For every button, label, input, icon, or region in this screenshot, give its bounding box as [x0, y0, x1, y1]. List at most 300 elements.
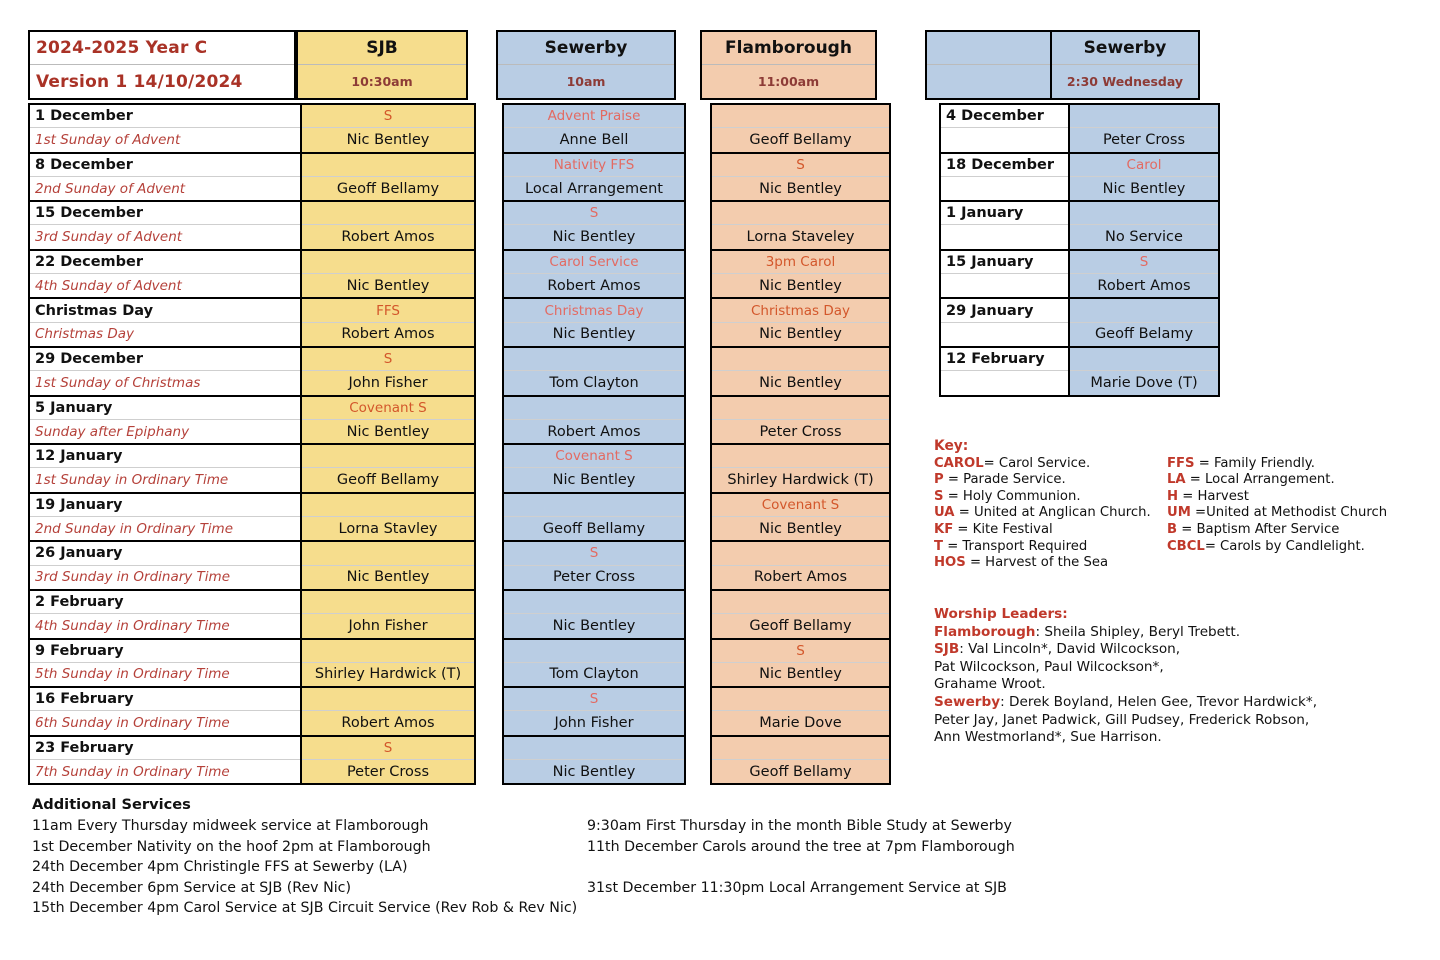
site-time-flamborough: 11:00am — [757, 74, 820, 89]
version-label: Version 1 14/10/2024 — [36, 71, 243, 92]
preacher-label: Nic Bentley — [759, 666, 842, 683]
key-entry — [1167, 489, 1404, 506]
schedule-row — [1070, 251, 1218, 300]
service-type-cell — [302, 737, 474, 760]
worship-leader-line — [934, 641, 1414, 659]
service-type-cell — [712, 688, 889, 711]
preacher-label: Nic Bentley — [759, 326, 842, 343]
season-cell — [30, 760, 300, 783]
date-cell — [941, 154, 1068, 177]
service-type-cell — [504, 688, 684, 711]
preacher-label: Nic Bentley — [759, 374, 842, 391]
date-label: 22 December — [35, 253, 143, 270]
service-type-cell — [1070, 251, 1218, 274]
preacher-cell — [504, 711, 684, 734]
preacher-cell — [1070, 128, 1218, 151]
worship-leader-names: Peter Jay, Janet Padwick, Gill Pudsey, Frederick Robson, — [934, 711, 1310, 728]
key-entry — [934, 539, 1167, 556]
season-label: 1st Sunday of Christmas — [35, 374, 201, 391]
service-type-cell — [712, 299, 889, 322]
schedule-row — [1070, 299, 1218, 348]
service-type-cell — [1070, 348, 1218, 371]
schedule-row — [1070, 105, 1218, 154]
schedule-row — [302, 251, 474, 300]
service-type-label: S — [589, 545, 599, 562]
key-abbreviation: UA — [934, 505, 955, 521]
date-blank-cell — [941, 323, 1068, 346]
service-type-label: Christmas Day — [750, 302, 850, 319]
key-definition: = Carols by Candlelight. — [1204, 538, 1365, 554]
schedule-row — [941, 348, 1068, 395]
season-label: Christmas Day — [35, 326, 135, 343]
preacher-cell — [302, 663, 474, 686]
service-type-cell — [712, 348, 889, 371]
schedule-row — [941, 299, 1068, 348]
preacher-cell — [1070, 177, 1218, 200]
schedule-row — [302, 105, 474, 154]
site-header-flamborough — [700, 30, 877, 100]
preacher-label: Lorna Staveley — [746, 229, 855, 246]
preacher-cell — [302, 225, 474, 248]
site-time-sjb: 10:30am — [351, 74, 413, 89]
key-entry — [1167, 456, 1404, 473]
preacher-cell — [712, 323, 889, 346]
preacher-label: Peter Cross — [552, 569, 636, 586]
schedule-row — [504, 494, 684, 543]
date-cell — [30, 397, 300, 420]
schedule-row — [30, 591, 300, 640]
schedule-row — [30, 445, 300, 494]
wednesday-blank-line-1 — [927, 32, 1050, 65]
date-label: 29 January — [946, 302, 1034, 319]
worship-leader-names: Grahame Wroot. — [934, 676, 1046, 693]
preacher-label: Marie Dove — [759, 715, 842, 732]
preacher-cell — [712, 225, 889, 248]
preacher-label: Nic Bentley — [552, 472, 636, 489]
date-cell — [30, 688, 300, 711]
header-strip — [28, 30, 1200, 100]
service-type-cell — [712, 591, 889, 614]
service-type-cell — [712, 445, 889, 468]
service-type-cell — [1070, 154, 1218, 177]
schedule-row — [504, 397, 684, 446]
schedule-row — [30, 397, 300, 446]
key-abbreviation: P — [934, 472, 944, 488]
preacher-cell — [302, 420, 474, 443]
service-type-label: Carol — [1126, 156, 1162, 173]
service-type-cell — [302, 299, 474, 322]
date-cell — [941, 348, 1068, 371]
date-label: 2 February — [35, 594, 124, 611]
service-type-cell — [504, 299, 684, 322]
season-cell — [30, 371, 300, 394]
season-label: 7th Sunday in Ordinary Time — [35, 763, 230, 780]
date-blank-cell — [941, 177, 1068, 200]
date-label: 12 February — [946, 351, 1045, 368]
key-entry — [934, 555, 1167, 572]
schedule-row — [712, 445, 889, 494]
preacher-label: Geoff Bellamy — [336, 180, 440, 197]
key-abbreviation: HOS — [934, 555, 966, 571]
preacher-cell — [504, 517, 684, 540]
preacher-cell — [504, 420, 684, 443]
schedule-row — [30, 737, 300, 784]
wednesday-blank-line-2 — [927, 65, 1050, 98]
table-sjb — [28, 103, 476, 785]
schedule-row — [504, 445, 684, 494]
schedule-row — [302, 299, 474, 348]
preacher-label: Nic Bentley — [759, 520, 842, 537]
preacher-cell — [302, 128, 474, 151]
schedule-row — [712, 494, 889, 543]
schedule-row — [302, 348, 474, 397]
service-type-cell — [504, 105, 684, 128]
schedule-row — [302, 640, 474, 689]
date-label: 26 January — [35, 545, 123, 562]
service-type-label: S — [1139, 253, 1149, 270]
worship-leader-line — [934, 676, 1414, 694]
schedule-row — [712, 154, 889, 203]
dates-column — [30, 105, 300, 783]
preacher-cell — [504, 614, 684, 637]
preacher-cell — [302, 177, 474, 200]
service-type-label: S — [589, 691, 599, 708]
schedule-row — [504, 251, 684, 300]
preacher-cell — [712, 128, 889, 151]
worship-leader-line — [934, 712, 1414, 730]
preacher-cell — [302, 274, 474, 297]
schedule-row — [30, 251, 300, 300]
site-time-sewerby-wed: 2:30 Wednesday — [1066, 74, 1184, 89]
preacher-label: Nic Bentley — [552, 617, 636, 634]
date-cell — [30, 251, 300, 274]
site-time-sewerby: 10am — [566, 74, 606, 89]
service-type-label: S — [383, 108, 393, 125]
schedule-row — [302, 591, 474, 640]
preacher-cell — [302, 760, 474, 783]
schedule-row — [30, 542, 300, 591]
key-definition: = Kite Festival — [953, 521, 1053, 537]
schedule-row — [504, 591, 684, 640]
key-entry — [934, 489, 1167, 506]
schedule-row — [30, 154, 300, 203]
preacher-cell — [504, 468, 684, 491]
service-type-cell — [504, 154, 684, 177]
season-cell — [30, 566, 300, 589]
wednesday-blank-header — [925, 30, 1052, 100]
schedule-row — [504, 640, 684, 689]
schedule-row — [712, 542, 889, 591]
key-definition: = Family Friendly. — [1194, 455, 1315, 471]
preacher-label: John Fisher — [348, 617, 428, 634]
season-label: 4th Sunday of Advent — [35, 277, 182, 294]
schedule-row — [941, 154, 1068, 203]
site-header-sewerby-wednesday-group — [925, 30, 1200, 100]
key-entry — [1167, 522, 1404, 539]
schedule-row — [712, 688, 889, 737]
service-type-cell — [302, 154, 474, 177]
date-blank-cell — [941, 225, 1068, 248]
date-label: 12 January — [35, 448, 123, 465]
preacher-label: Nic Bentley — [552, 229, 636, 246]
preacher-label: Peter Cross — [1102, 131, 1186, 148]
key-definition: = Baptism After Service — [1177, 521, 1340, 537]
schedule-row — [504, 154, 684, 203]
schedule-row — [504, 299, 684, 348]
season-label: 6th Sunday in Ordinary Time — [35, 715, 230, 732]
date-cell — [941, 105, 1068, 128]
preacher-cell — [504, 323, 684, 346]
service-type-cell — [504, 202, 684, 225]
date-label: 16 February — [35, 691, 134, 708]
service-type-cell — [302, 640, 474, 663]
preacher-cell — [504, 566, 684, 589]
additional-service-right: 9:30am First Thursday in the month Bible Study at Sewerby — [587, 818, 1012, 835]
date-cell — [30, 105, 300, 128]
additional-service-row — [32, 837, 1232, 857]
preacher-cell — [504, 274, 684, 297]
key-abbreviation: T — [934, 538, 943, 554]
service-type-cell — [302, 105, 474, 128]
key-entry — [1167, 539, 1404, 556]
schedule-row — [712, 348, 889, 397]
schedule-row — [302, 542, 474, 591]
key-column-right — [1167, 456, 1404, 572]
schedule-row — [504, 542, 684, 591]
season-label: 2nd Sunday in Ordinary Time — [35, 520, 234, 537]
season-cell — [30, 614, 300, 637]
season-label: Sunday after Epiphany — [35, 423, 190, 440]
key-abbreviation: CAROL — [934, 455, 984, 471]
service-type-cell — [302, 445, 474, 468]
date-cell — [30, 154, 300, 177]
date-label: 1 December — [35, 108, 133, 125]
schedule-row — [30, 640, 300, 689]
preacher-label: Geoff Bellamy — [749, 763, 852, 780]
schedule-row — [504, 688, 684, 737]
site-header-sewerby-wed — [1052, 30, 1200, 100]
service-type-label: Advent Praise — [547, 108, 641, 125]
key-column-left — [934, 456, 1167, 572]
date-label: 8 December — [35, 156, 133, 173]
service-type-cell — [712, 542, 889, 565]
worship-leader-site: SJB — [934, 641, 960, 658]
preacher-cell — [302, 566, 474, 589]
date-blank-cell — [941, 274, 1068, 297]
additional-service-row — [32, 898, 1232, 918]
preacher-label: Robert Amos — [547, 423, 641, 440]
version-header-cell — [28, 30, 296, 100]
additional-service-left: 15th December 4pm Carol Service at SJB Circuit Service (Rev Rob & Rev Nic) — [32, 900, 578, 917]
date-cell — [941, 202, 1068, 225]
key-entry — [934, 505, 1167, 522]
worship-leaders-block — [934, 606, 1414, 747]
wednesday-dates-column — [941, 105, 1068, 395]
season-cell — [30, 274, 300, 297]
preacher-cell — [504, 225, 684, 248]
key-entry — [1167, 472, 1404, 489]
site-name-sewerby: Sewerby — [544, 38, 628, 58]
site-name-sjb: SJB — [366, 38, 398, 58]
key-definition: =United at Methodist Church — [1190, 505, 1388, 521]
sjb-column — [300, 105, 474, 783]
date-blank-cell — [941, 128, 1068, 151]
key-definition: = Holy Communion. — [943, 488, 1081, 504]
key-definition: = Harvest of the Sea — [965, 555, 1109, 571]
worship-leader-names: Pat Wilcockson, Paul Wilcockson*, — [934, 658, 1164, 675]
key-entry — [934, 522, 1167, 539]
service-type-label: S — [383, 739, 393, 756]
date-cell — [30, 299, 300, 322]
date-blank-cell — [941, 371, 1068, 394]
additional-service-right: 11th December Carols around the tree at 7pm Flamborough — [587, 838, 1015, 855]
season-cell — [30, 711, 300, 734]
season-cell — [30, 420, 300, 443]
wednesday-service-column — [1068, 105, 1218, 395]
worship-leader-site: Sewerby — [934, 693, 1001, 710]
schedule-row — [302, 397, 474, 446]
preacher-label: Nic Bentley — [346, 423, 430, 440]
preacher-cell — [302, 468, 474, 491]
worship-leader-line — [934, 729, 1414, 747]
preacher-cell — [302, 711, 474, 734]
preacher-label: Geoff Bellamy — [542, 520, 646, 537]
schedule-row — [504, 737, 684, 784]
additional-services-title: Additional Services — [32, 796, 191, 813]
schedule-row — [712, 105, 889, 154]
preacher-cell — [302, 371, 474, 394]
worship-leader-site: Flamborough — [934, 623, 1036, 640]
schedule-row — [712, 299, 889, 348]
service-type-cell — [302, 348, 474, 371]
service-type-cell — [504, 494, 684, 517]
preacher-cell — [712, 663, 889, 686]
service-type-label: Covenant S — [349, 399, 427, 416]
preacher-cell — [712, 760, 889, 783]
service-type-cell — [302, 542, 474, 565]
service-type-cell — [1070, 105, 1218, 128]
service-type-label: FFS — [376, 302, 400, 319]
additional-service-left: 1st December Nativity on the hoof 2pm at Flamborough — [32, 838, 431, 855]
season-cell — [30, 128, 300, 151]
key-abbreviation: LA — [1167, 472, 1186, 488]
schedule-row — [504, 105, 684, 154]
schedule-row — [712, 640, 889, 689]
schedule-row — [30, 348, 300, 397]
preacher-label: Shirley Hardwick (T) — [727, 472, 874, 489]
schedule-row — [1070, 154, 1218, 203]
preacher-cell — [1070, 371, 1218, 394]
service-type-cell — [504, 251, 684, 274]
preacher-label: Marie Dove (T) — [1090, 374, 1198, 391]
preacher-cell — [712, 177, 889, 200]
key-abbreviation: S — [934, 488, 944, 504]
worship-leader-names: : Derek Boyland, Helen Gee, Trevor Hardwick*, — [1000, 693, 1318, 710]
preacher-cell — [504, 128, 684, 151]
preacher-cell — [504, 760, 684, 783]
preacher-cell — [712, 614, 889, 637]
worship-leader-line — [934, 694, 1414, 712]
service-type-label: Covenant S — [555, 448, 633, 465]
date-cell — [30, 591, 300, 614]
year-label: 2024-2025 Year C — [30, 32, 294, 65]
service-type-cell — [712, 397, 889, 420]
season-label: 5th Sunday in Ordinary Time — [35, 666, 230, 683]
table-flamborough — [710, 103, 891, 785]
key-abbreviation: H — [1167, 488, 1179, 504]
season-cell — [30, 468, 300, 491]
season-label: 1st Sunday in Ordinary Time — [35, 472, 229, 489]
service-type-cell — [504, 542, 684, 565]
worship-leader-names: Ann Westmorland*, Sue Harrison. — [934, 729, 1162, 746]
schedule-row — [30, 202, 300, 251]
preacher-cell — [712, 274, 889, 297]
worship-leader-line — [934, 659, 1414, 677]
preacher-label: Tom Clayton — [549, 374, 639, 391]
service-type-label: S — [383, 351, 393, 368]
site-header-sewerby — [496, 30, 676, 100]
season-label: 2nd Sunday of Advent — [35, 180, 186, 197]
additional-services-block — [32, 795, 1232, 918]
date-label: 19 January — [35, 496, 123, 513]
date-label: 9 February — [35, 642, 124, 659]
site-name-sewerby-wed: Sewerby — [1083, 38, 1167, 58]
preacher-label: Geoff Bellamy — [336, 472, 440, 489]
key-definition: = Carol Service. — [983, 455, 1091, 471]
date-label: 23 February — [35, 739, 134, 756]
schedule-row — [712, 591, 889, 640]
date-label: 29 December — [35, 351, 143, 368]
preacher-label: Robert Amos — [341, 326, 435, 343]
date-label: 15 January — [946, 253, 1034, 270]
additional-service-left: 24th December 6pm Service at SJB (Rev Nic) — [32, 879, 351, 896]
date-label: Christmas Day — [35, 302, 154, 319]
key-entry — [934, 456, 1167, 473]
schedule-row — [712, 202, 889, 251]
additional-service-row — [32, 857, 1232, 877]
schedule-row — [712, 397, 889, 446]
service-type-label: 3pm Carol — [765, 253, 836, 270]
sewerby-column — [504, 105, 684, 783]
additional-services-rows — [32, 816, 1232, 918]
date-cell — [941, 299, 1068, 322]
worship-leader-line — [934, 624, 1414, 642]
service-type-label: Christmas Day — [544, 302, 644, 319]
date-label: 5 January — [35, 399, 113, 416]
service-type-cell — [504, 737, 684, 760]
preacher-label: Anne Bell — [559, 131, 629, 148]
schedule-row — [302, 494, 474, 543]
preacher-cell — [712, 420, 889, 443]
date-label: 18 December — [946, 156, 1054, 173]
preacher-cell — [302, 323, 474, 346]
season-cell — [30, 225, 300, 248]
season-cell — [30, 517, 300, 540]
service-type-label: Carol Service — [549, 253, 639, 270]
service-type-cell — [712, 737, 889, 760]
preacher-label: Geoff Bellamy — [749, 617, 852, 634]
preacher-label: Lorna Stavley — [338, 520, 438, 537]
preacher-cell — [504, 663, 684, 686]
service-type-label: S — [796, 156, 805, 173]
additional-service-left: 24th December 4pm Christingle FFS at Sewerby (LA) — [32, 859, 408, 876]
date-cell — [30, 542, 300, 565]
preacher-label: Nic Bentley — [552, 326, 636, 343]
preacher-label: John Fisher — [554, 715, 634, 732]
preacher-label: Robert Amos — [547, 277, 641, 294]
schedule-row — [504, 348, 684, 397]
preacher-label: Local Arrangement — [525, 180, 663, 197]
